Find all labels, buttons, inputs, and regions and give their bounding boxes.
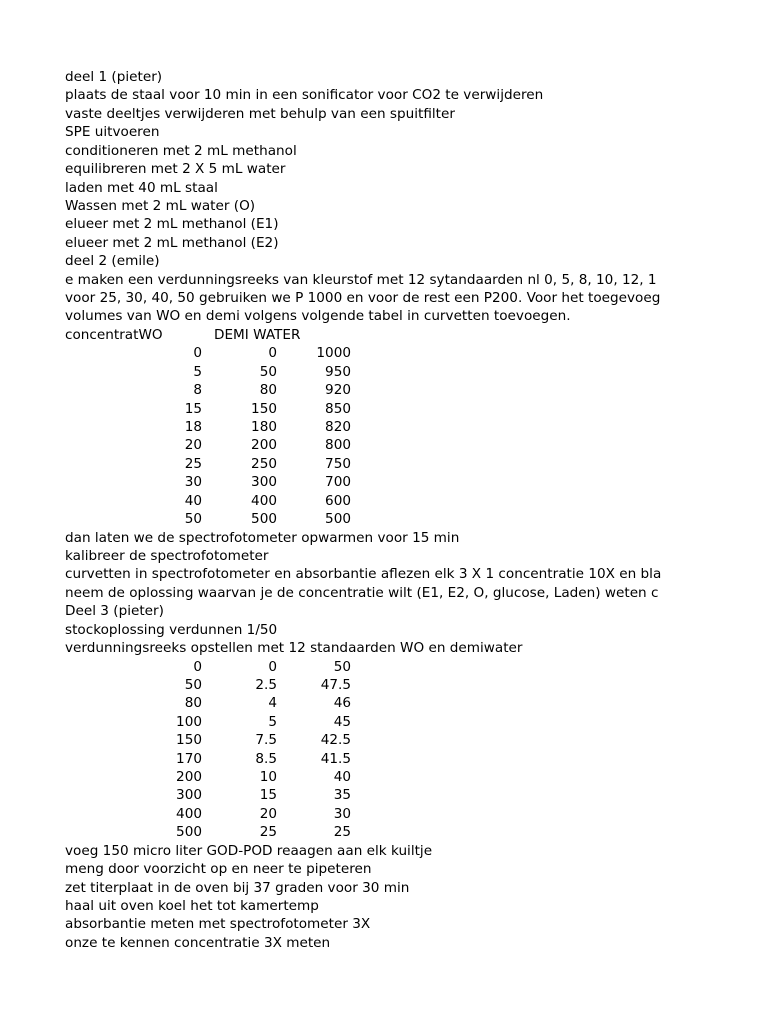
table-cell: 0 bbox=[268, 345, 277, 362]
table-cell: 50 bbox=[184, 511, 202, 528]
table-row bbox=[65, 713, 665, 731]
table-cell: 700 bbox=[325, 474, 351, 491]
table-row bbox=[65, 363, 665, 381]
table-cell: 50 bbox=[259, 363, 277, 380]
table-cell: 150 bbox=[251, 400, 277, 417]
table-cell: 46 bbox=[333, 695, 351, 712]
text-line: plaats de staal voor 10 min in een sonificator voor CO2 te verwijderen bbox=[65, 87, 544, 104]
table-cell: 20 bbox=[259, 805, 277, 822]
table-cell: 80 bbox=[259, 382, 277, 399]
text-line: elueer met 2 mL methanol (E2) bbox=[65, 234, 279, 251]
document-page bbox=[65, 68, 665, 952]
table-cell: 47.5 bbox=[320, 676, 351, 693]
text-line: stockoplossing verdunnen 1/50 bbox=[65, 621, 278, 638]
table-cell: 920 bbox=[325, 382, 351, 399]
text-line: curvetten in spectrofotometer en absorbantie aflezen elk 3 X 1 concentratie 10X en bla bbox=[65, 566, 662, 583]
text-line: haal uit oven koel het tot kamertemp bbox=[65, 897, 319, 914]
table-row bbox=[65, 750, 665, 768]
table-cell: 25 bbox=[184, 455, 202, 472]
table-cell: 950 bbox=[325, 363, 351, 380]
table-cell: 4 bbox=[268, 695, 277, 712]
table-cell: 500 bbox=[325, 511, 351, 528]
table-cell: 500 bbox=[176, 824, 202, 841]
table-cell: 200 bbox=[251, 437, 277, 454]
table-row bbox=[65, 731, 665, 749]
table-cell: 42.5 bbox=[320, 732, 351, 749]
text-line: onze te kennen concentratie 3X meten bbox=[65, 934, 331, 951]
text-line: vaste deeltjes verwijderen met behulp van een spuitfilter bbox=[65, 105, 455, 122]
table-cell: 30 bbox=[184, 474, 202, 491]
table1 bbox=[65, 344, 665, 528]
table-cell: 20 bbox=[184, 437, 202, 454]
section-part1 bbox=[65, 68, 665, 326]
text-line: elueer met 2 mL methanol (E1) bbox=[65, 216, 279, 233]
table-cell: 800 bbox=[325, 437, 351, 454]
table-cell: 30 bbox=[333, 805, 351, 822]
table-cell: 15 bbox=[259, 787, 277, 804]
text-line: Wassen met 2 mL water (O) bbox=[65, 197, 256, 214]
section-part3 bbox=[65, 842, 665, 953]
table-cell: 35 bbox=[333, 787, 351, 804]
text-line: meng door voorzicht op en neer te pipeteren bbox=[65, 861, 372, 878]
text-line: equilibreren met 2 X 5 mL water bbox=[65, 161, 286, 178]
table-cell: 40 bbox=[184, 492, 202, 509]
table-cell: 250 bbox=[251, 455, 277, 472]
table-row bbox=[65, 676, 665, 694]
table-cell: 300 bbox=[176, 787, 202, 804]
table2 bbox=[65, 658, 665, 842]
table1-header bbox=[65, 326, 665, 344]
table-cell: 25 bbox=[333, 824, 351, 841]
table-cell: 0 bbox=[193, 345, 202, 362]
table-row bbox=[65, 418, 665, 436]
table-cell: 15 bbox=[184, 400, 202, 417]
text-line: deel 1 (pieter) bbox=[65, 69, 163, 85]
table-cell: 25 bbox=[259, 824, 277, 841]
table-cell: 50 bbox=[333, 658, 351, 675]
table-cell: 7.5 bbox=[255, 732, 277, 749]
table-row bbox=[65, 455, 665, 473]
table-cell: 180 bbox=[251, 419, 277, 436]
text-line: zet titerplaat in de oven bij 37 graden voor 30 min bbox=[65, 879, 410, 896]
table-cell: 150 bbox=[176, 732, 202, 749]
table-row bbox=[65, 786, 665, 804]
table1-header-concentration-wo: concentratWO bbox=[65, 326, 163, 343]
table-cell: 80 bbox=[184, 695, 202, 712]
table-cell: 600 bbox=[325, 492, 351, 509]
table-cell: 45 bbox=[333, 713, 351, 730]
table-cell: 200 bbox=[176, 769, 202, 786]
table-cell: 850 bbox=[325, 400, 351, 417]
table-cell: 5 bbox=[268, 713, 277, 730]
table-cell: 40 bbox=[333, 769, 351, 786]
text-line: conditioneren met 2 mL methanol bbox=[65, 142, 297, 159]
table-cell: 1000 bbox=[316, 345, 351, 362]
table-cell: 5 bbox=[193, 363, 202, 380]
table-cell: 0 bbox=[268, 658, 277, 675]
table-row bbox=[65, 805, 665, 823]
table-row bbox=[65, 473, 665, 491]
table-cell: 41.5 bbox=[320, 750, 351, 767]
table-row bbox=[65, 823, 665, 841]
text-line: neem de oplossing waarvan je de concentratie wilt (E1, E2, O, glucose, Laden) weten c bbox=[65, 584, 659, 601]
table-cell: 820 bbox=[325, 419, 351, 436]
text-line: voor 25, 30, 40, 50 gebruiken we P 1000 en voor de rest een P200. Voor het toegevoeg bbox=[65, 290, 661, 307]
table1-header-demi-water: DEMI WATER bbox=[214, 326, 301, 343]
table-cell: 0 bbox=[193, 658, 202, 675]
table-cell: 400 bbox=[176, 805, 202, 822]
table-cell: 18 bbox=[184, 419, 202, 436]
table-cell: 400 bbox=[251, 492, 277, 509]
table-cell: 2.5 bbox=[255, 676, 277, 693]
text-line: laden met 40 mL staal bbox=[65, 179, 218, 196]
table-row bbox=[65, 768, 665, 786]
text-line: volumes van WO en demi volgens volgende tabel in curvetten toevoegen. bbox=[65, 308, 571, 325]
table-row bbox=[65, 436, 665, 454]
table-cell: 100 bbox=[176, 713, 202, 730]
table-row bbox=[65, 400, 665, 418]
table-cell: 300 bbox=[251, 474, 277, 491]
table-cell: 8.5 bbox=[255, 750, 277, 767]
table-row bbox=[65, 694, 665, 712]
text-line: verdunningsreeks opstellen met 12 standaarden WO en demiwater bbox=[65, 640, 523, 657]
text-line: kalibreer de spectrofotometer bbox=[65, 547, 269, 564]
table-cell: 10 bbox=[259, 769, 277, 786]
text-line: absorbantie meten met spectrofotometer 3X bbox=[65, 916, 371, 933]
text-line: dan laten we de spectrofotometer opwarmen voor 15 min bbox=[65, 529, 460, 546]
table-cell: 170 bbox=[176, 750, 202, 767]
table-cell: 8 bbox=[193, 382, 202, 399]
table-cell: 50 bbox=[184, 676, 202, 693]
table-row bbox=[65, 510, 665, 528]
table-row bbox=[65, 344, 665, 362]
text-line: voeg 150 micro liter GOD-POD reaagen aan elk kuiltje bbox=[65, 842, 433, 859]
table-cell: 500 bbox=[251, 511, 277, 528]
table-row bbox=[65, 658, 665, 676]
text-line: e maken een verdunningsreeks van kleurstof met 12 sytandaarden nl 0, 5, 8, 10, 12, 1 bbox=[65, 271, 657, 288]
table-row bbox=[65, 381, 665, 399]
text-line: Deel 3 (pieter) bbox=[65, 603, 164, 620]
section-part2 bbox=[65, 529, 665, 658]
table-cell: 750 bbox=[325, 455, 351, 472]
text-line: deel 2 (emile) bbox=[65, 253, 160, 270]
text-line: SPE uitvoeren bbox=[65, 124, 160, 141]
table-row bbox=[65, 492, 665, 510]
